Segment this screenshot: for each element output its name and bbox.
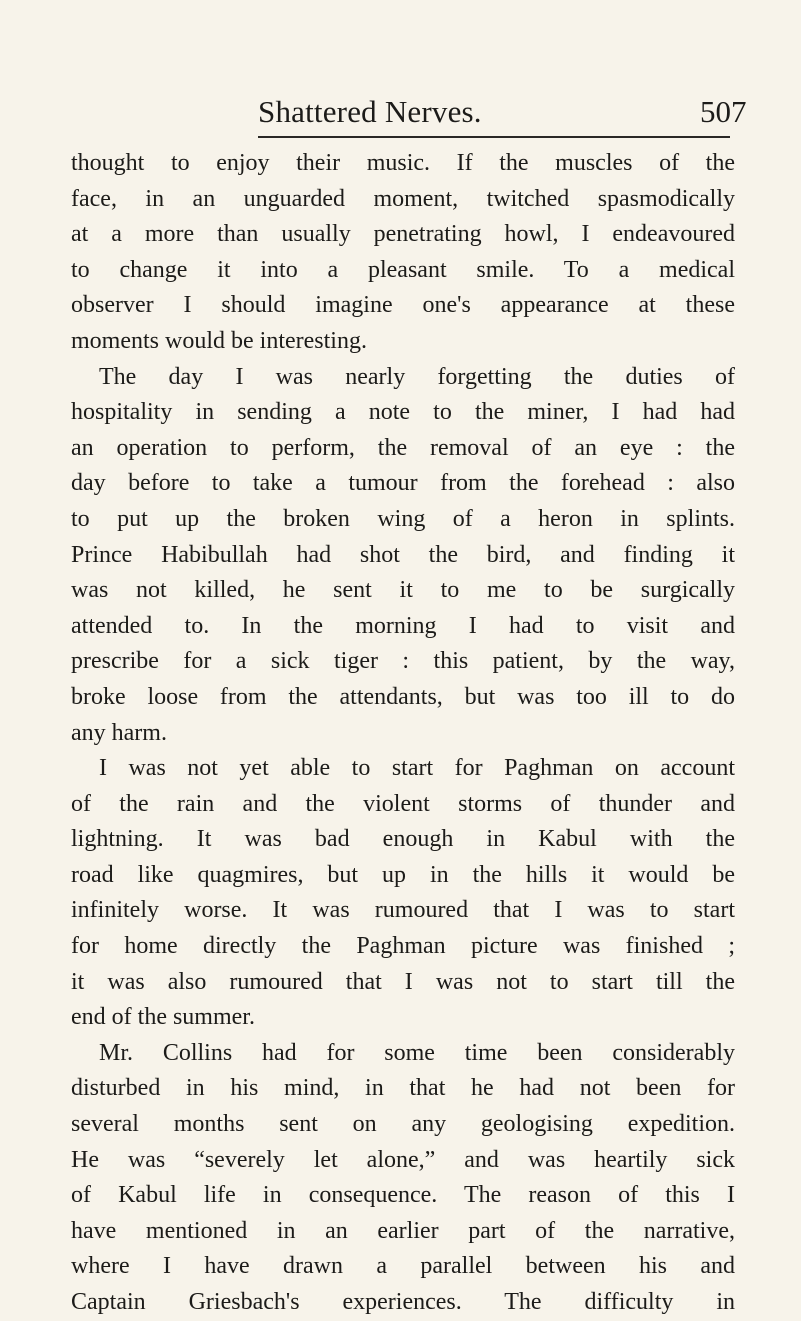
running-title: Shattered Nerves. bbox=[258, 94, 482, 129]
text-line: any harm. bbox=[71, 719, 167, 746]
text-line: attended to. In the morning I had to visit and bbox=[71, 612, 735, 639]
text-line: to change it into a pleasant smile. To a medical bbox=[71, 256, 735, 283]
text-line: road like quagmires, but up in the hills it would be bbox=[71, 861, 735, 888]
body-text bbox=[71, 146, 735, 1321]
text-line: several months sent on any geologising expedition. bbox=[71, 1111, 735, 1138]
text-line: it was also rumoured that I was not to start till the bbox=[71, 968, 735, 995]
text-line: face, in an unguarded moment, twitched spasmodically bbox=[71, 185, 735, 212]
text-line: day before to take a tumour from the forehead : also bbox=[71, 470, 735, 497]
text-line: He was “severely let alone,” and was heartily sick bbox=[71, 1146, 735, 1173]
text-line: at a more than usually penetrating howl, I endeavoured bbox=[71, 221, 735, 248]
text-line: where I have drawn a parallel between his and bbox=[71, 1253, 735, 1280]
text-line: of Kabul life in consequence. The reason of this I bbox=[71, 1182, 735, 1209]
paragraph-start-line: The day I was nearly forgetting the duties of bbox=[99, 363, 735, 390]
text-line: for home directly the Paghman picture was finished ; bbox=[71, 933, 735, 960]
text-line: have mentioned in an earlier part of the narrative, bbox=[71, 1217, 735, 1244]
paragraph-start-line: Mr. Collins had for some time been considerably bbox=[99, 1039, 735, 1066]
paragraph-start-line: I was not yet able to start for Paghman on account bbox=[99, 755, 735, 782]
page-number: 507 bbox=[700, 94, 747, 129]
text-line: thought to enjoy their music. If the muscles of the bbox=[71, 150, 735, 176]
text-line: moments would be interesting. bbox=[71, 327, 367, 354]
text-line: prescribe for a sick tiger : this patient, by the way, bbox=[71, 648, 735, 675]
text-line: end of the summer. bbox=[71, 1004, 255, 1031]
text-line: hospitality in sending a note to the miner, I had had bbox=[71, 399, 735, 426]
text-line: to put up the broken wing of a heron in splints. bbox=[71, 505, 735, 532]
text-line: of the rain and the violent storms of thunder and bbox=[71, 790, 735, 817]
running-head bbox=[0, 92, 801, 132]
text-line: observer I should imagine one's appearance at these bbox=[71, 292, 735, 319]
text-line: infinitely worse. It was rumoured that I was to start bbox=[71, 897, 735, 924]
text-line: lightning. It was bad enough in Kabul with the bbox=[71, 826, 735, 853]
text-line: Captain Griesbach's experiences. The difficulty in bbox=[71, 1289, 735, 1315]
text-line: Prince Habibullah had shot the bird, and finding it bbox=[71, 541, 735, 568]
header-rule bbox=[258, 136, 730, 138]
text-line: was not killed, he sent it to me to be surgically bbox=[71, 577, 735, 604]
text-line: disturbed in his mind, in that he had not been for bbox=[71, 1075, 735, 1102]
text-line: broke loose from the attendants, but was too ill to do bbox=[71, 683, 735, 710]
text-line: an operation to perform, the removal of an eye : the bbox=[71, 434, 735, 461]
